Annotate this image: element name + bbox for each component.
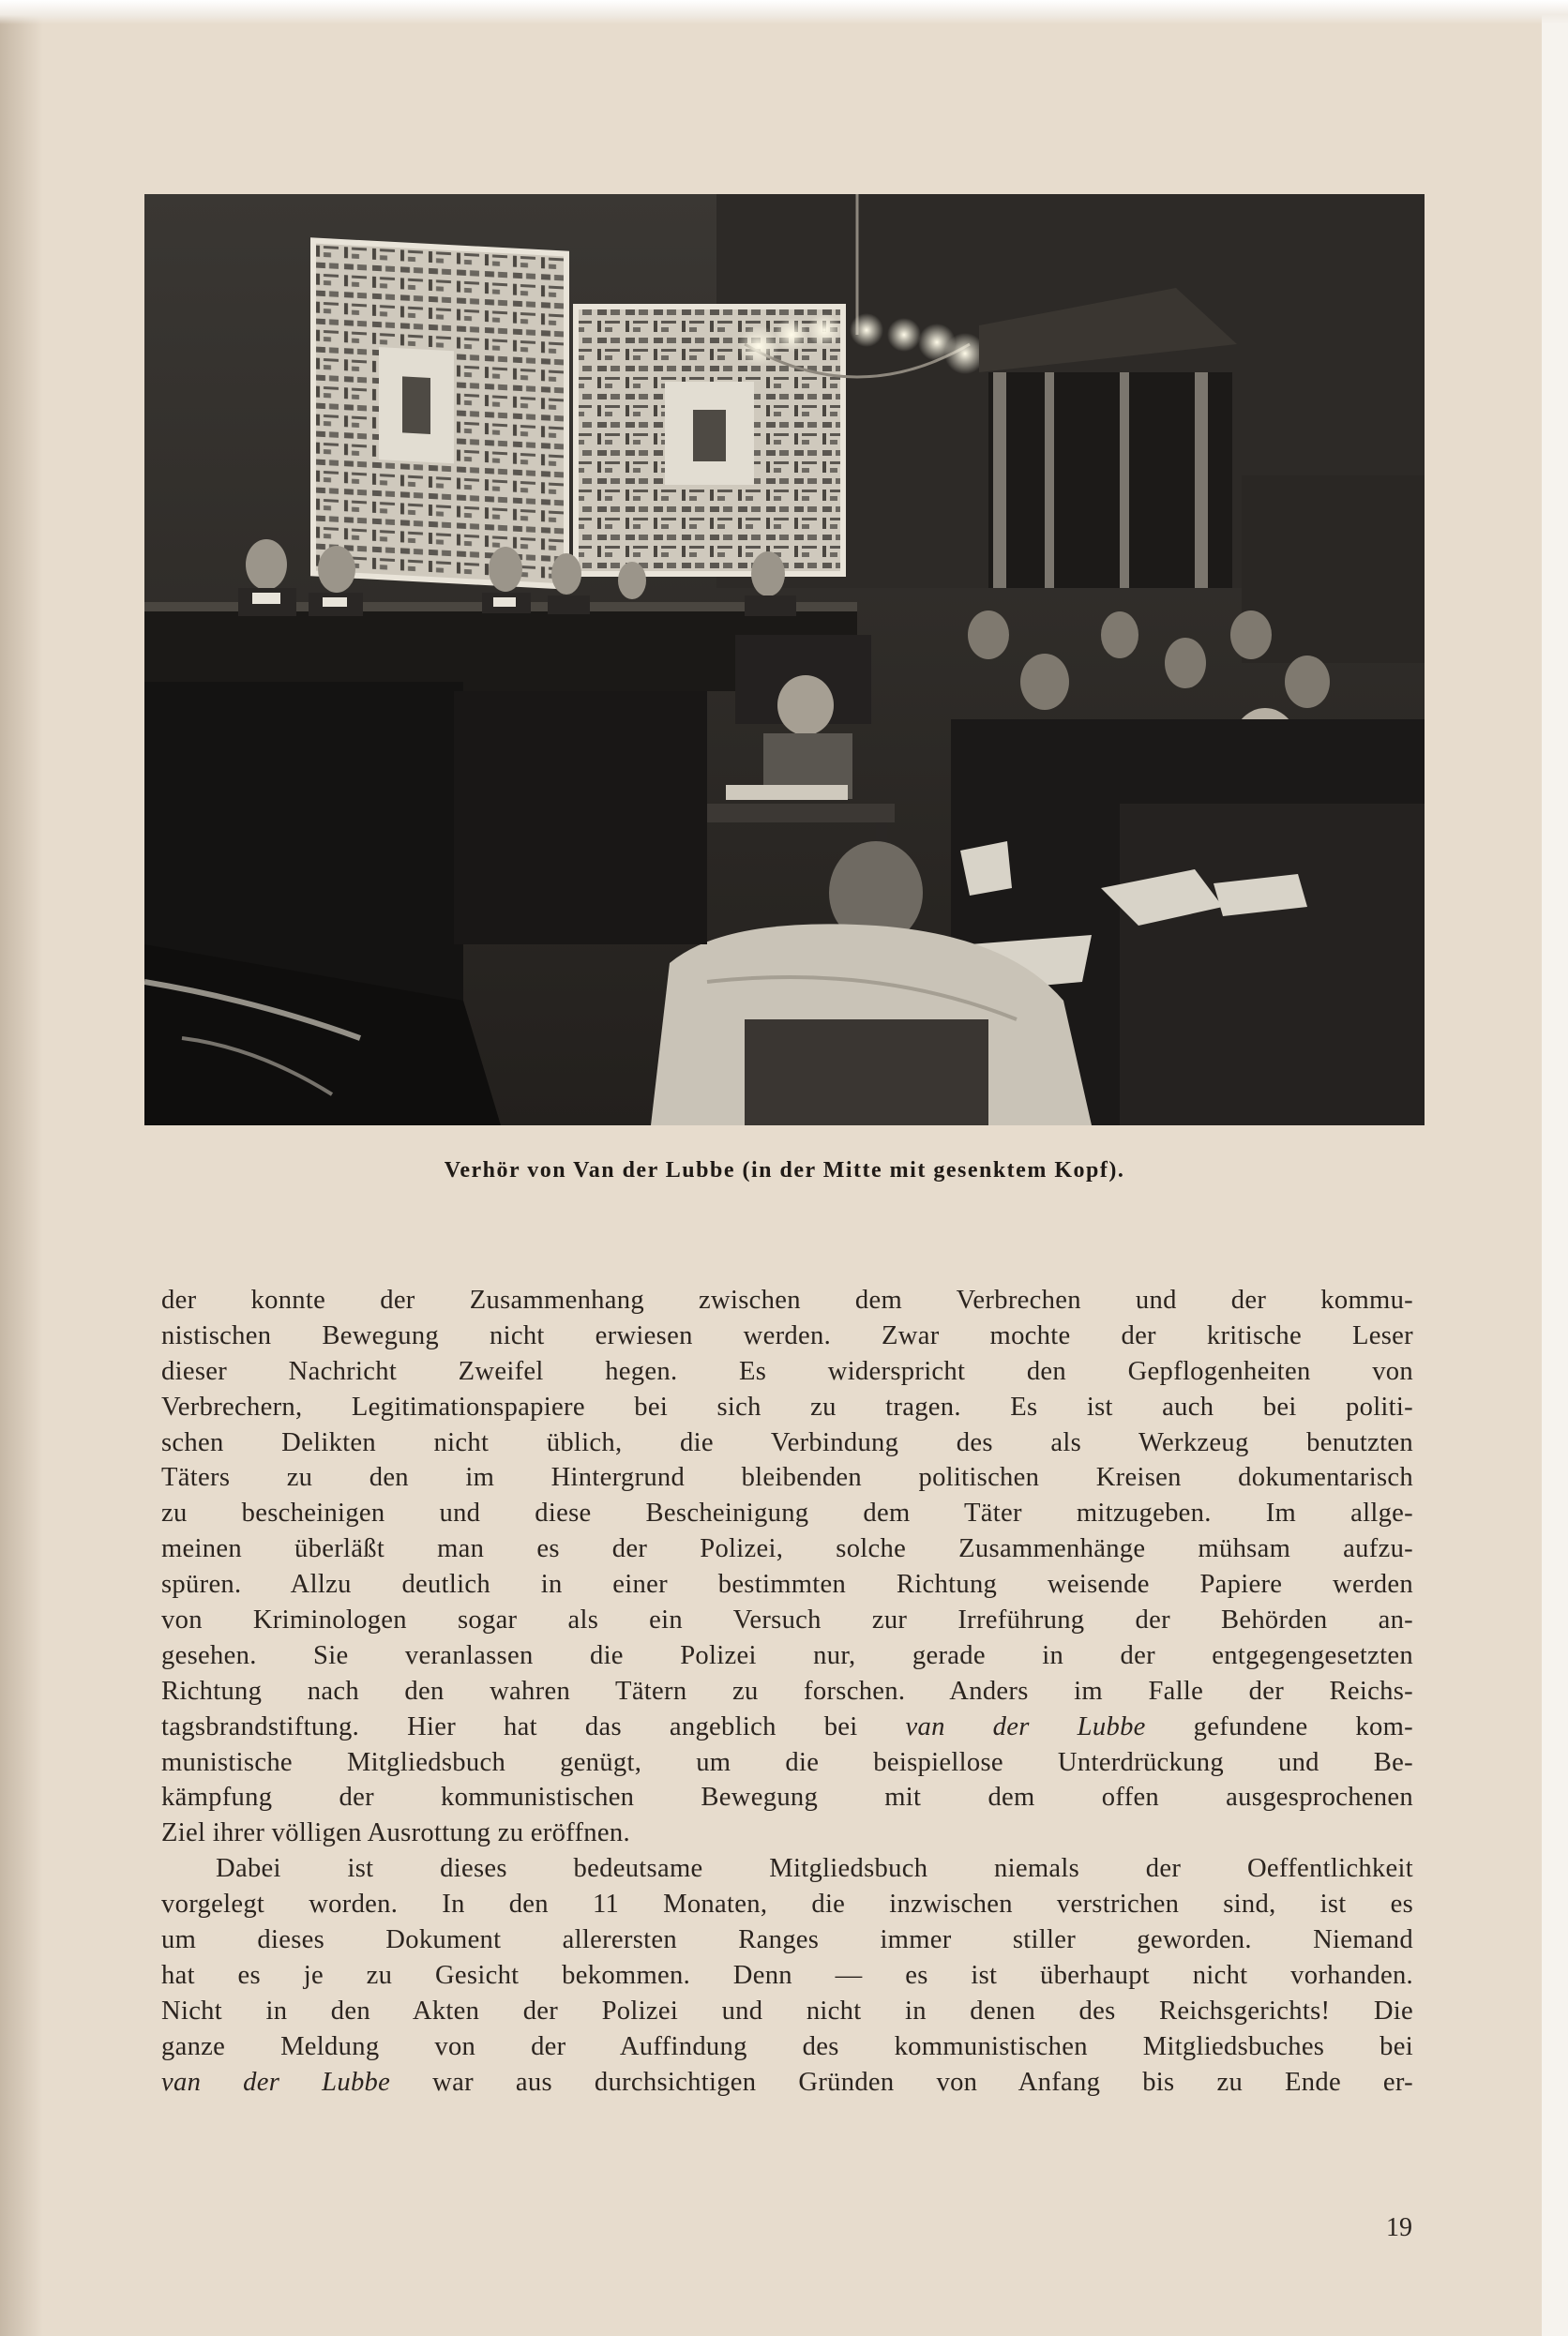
page-number: 19 (1386, 2213, 1412, 2242)
text-segment: tagsbrandstiftung. Hier hat das angeblich bei (161, 1711, 858, 1741)
page-edge-top (0, 0, 1568, 24)
text-line: spüren. Allzu deutlich in einer bestimmten Richtung weisende Papiere werden (161, 1570, 1413, 1600)
text-line: schen Delikten nicht üblich, die Verbindung des als Werkzeug benutzten (161, 1427, 1413, 1457)
text-line-mixed (161, 2065, 1413, 2101)
text-line: dieser Nachricht Zweifel hegen. Es widerspricht den Gepflogenheiten von (161, 1356, 1413, 1386)
text-line: Richtung nach den wahren Tätern zu forschen. Anders im Falle der Reichs- (161, 1676, 1413, 1706)
text-line: meinen überläßt man es der Polizei, solche Zusammenhänge mühsam aufzu- (161, 1534, 1413, 1564)
text-line: hat es je zu Gesicht bekommen. Denn — es ist überhaupt nicht vorhanden. (161, 1960, 1413, 1990)
text-line: ganze Meldung von der Auffindung des kommunistischen Mitgliedsbuches bei (161, 2031, 1413, 2061)
text-line: munistische Mitgliedsbuch genügt, um die beispiellose Unterdrückung und Be- (161, 1747, 1413, 1777)
text-line: Dabei ist dieses bedeutsame Mitgliedsbuch niemals der Oeffentlichkeit (216, 1854, 1413, 1884)
text-line: Ziel ihrer völligen Ausrottung zu eröffnen. (161, 1818, 630, 1848)
text-line: nistischen Bewegung nicht erwiesen werden. Zwar mochte der kritische Leser (161, 1320, 1413, 1350)
text-line: kämpfung der kommunistischen Bewegung mit dem offen ausgesprochenen (161, 1783, 1413, 1813)
text-line: um dieses Dokument allerersten Ranges immer stiller geworden. Niemand (161, 1925, 1413, 1955)
text-line: gesehen. Sie veranlassen die Polizei nur, gerade in der entgegengesetzten (161, 1640, 1413, 1670)
page-edge-right (1542, 0, 1568, 2336)
italic-name: van der Lubbe (161, 2067, 391, 2097)
text-segment: war aus durchsichtigen Gründen von Anfang bis zu Ende er- (432, 2067, 1413, 2097)
courtroom-photo (144, 194, 1425, 1125)
text-line: Nicht in den Akten der Polizei und nicht in denen des Reichsgerichts! Die (161, 1996, 1413, 2026)
text-line: der konnte der Zusammenhang zwischen dem Verbrechen und der kommu- (161, 1286, 1413, 1315)
italic-name: van der Lubbe (905, 1711, 1146, 1741)
text-line: vorgelegt worden. In den 11 Monaten, die inzwischen verstrichen sind, ist es (161, 1890, 1413, 1920)
text-segment: gefundene kom- (1193, 1711, 1413, 1741)
text-line: Verbrechern, Legitimationspapiere bei sich zu tragen. Es ist auch bei politi- (161, 1392, 1413, 1422)
text-line: von Kriminologen sogar als ein Versuch zur Irreführung der Behörden an- (161, 1605, 1413, 1635)
page-shadow-left (0, 0, 43, 2336)
body-text (161, 1283, 1413, 2100)
text-line: zu bescheinigen und diese Bescheinigung dem Täter mitzugeben. Im allge- (161, 1499, 1413, 1529)
text-line-mixed (161, 1710, 1413, 1745)
photo-caption: Verhör von Van der Lubbe (in der Mitte mit gesenktem Kopf). (444, 1158, 1125, 1183)
text-line: Täters zu den im Hintergrund bleibenden politischen Kreisen dokumentarisch (161, 1463, 1413, 1493)
